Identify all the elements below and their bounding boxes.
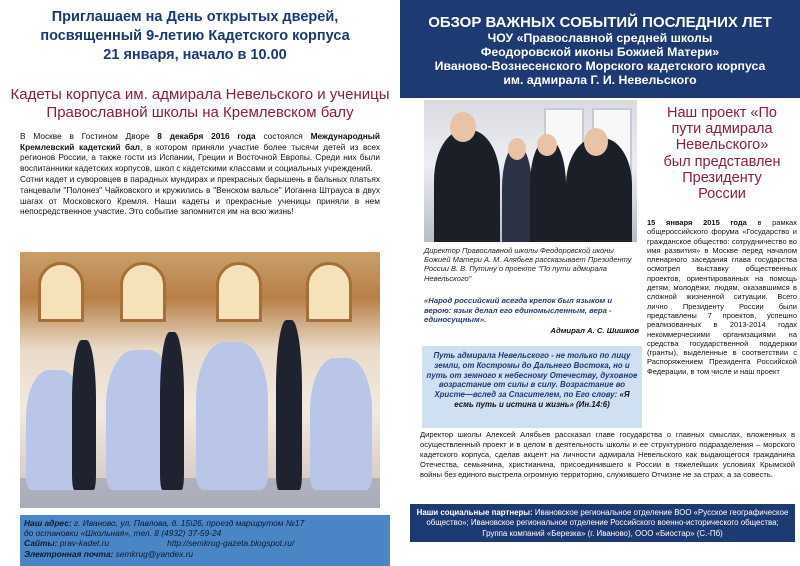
social-partners-box: [410, 504, 795, 542]
shishkov-quote-author: Адмирал А. С. Шишков: [550, 325, 639, 335]
partners-label: Наши социальные партнеры:: [416, 508, 533, 517]
project-title: [648, 105, 796, 202]
person-face: [508, 138, 526, 160]
right-page: [400, 0, 800, 566]
ball-p1-part-c: , в котором приняли участие более тысячи детей из всех регионов России, а также гости из Испании, Греции и Восточной Европы. Среди них были воспитанники кадетских корпусов, школ с кадетскими классами и социальных учреждений.: [20, 141, 380, 173]
overview-title: ОБЗОР ВАЖНЫХ СОБЫТИЙ ПОСЛЕДНИХ ЛЕТ: [428, 14, 772, 31]
overview-header: [400, 0, 800, 98]
contacts-box: [20, 515, 390, 566]
path-quote-scripture: «Я есмь путь и истина и жизнь»: [454, 390, 630, 409]
path-quote-reference: (Ин.14:6): [573, 399, 610, 409]
open-day-invitation: [0, 8, 390, 78]
person-silhouette: [434, 130, 500, 242]
hall-window: [38, 262, 84, 322]
site-link-2[interactable]: http://semkrug-gazeta.blogspot.ru/: [167, 538, 295, 549]
ball-title-line-1: Кадеты корпуса им. адмирала Невельского и ученицы: [10, 86, 390, 103]
ball-photo: [20, 252, 380, 508]
invitation-line-1: Приглашаем на День открытых дверей,: [51, 9, 339, 25]
address-label: Наш адрес:: [24, 518, 72, 528]
school-name-line-1: ЧОУ «Православной средней школы: [487, 31, 713, 45]
hall-window: [216, 262, 262, 322]
president-meeting-photo: [424, 100, 637, 242]
person-silhouette: [502, 146, 532, 242]
dancer-in-gown: [310, 358, 372, 490]
ball-event-name: Международный Кремлевский кадетский бал: [20, 131, 380, 152]
partners-list: Ивановское региональное отделение ВОО «Русское географическое общество»; Ивановское региональное отделение Российского военно-исторического общества; Группа компаний «Березка» (г. Иваново), ООО «Биостар» (С.-Пб): [426, 508, 789, 538]
address-line-2: до остановки «Школьная», тел. 8 (4932) 37-59-24: [24, 528, 222, 539]
person-face: [450, 112, 476, 142]
project-title-line-6: России: [698, 186, 746, 203]
ball-date: 8 декабря 2016 года: [157, 131, 256, 141]
photo-caption: Директор Православной школы Феодоровской иконы Божией Матери А. М. Алябьев рассказывает Президенту России В. В. Путину о проекте "По пути адмирала Невельского": [424, 246, 632, 283]
project-title-line-3: Невельского»: [675, 137, 769, 154]
site-link-1[interactable]: prav-kadet.ru: [57, 538, 110, 549]
invitation-line-3: 21 января, начало в 10.00: [103, 47, 287, 63]
cadet-in-uniform: [72, 340, 96, 490]
person-face: [584, 128, 608, 156]
corps-name-line-1: Иваново-Вознесенского Морского кадетского корпуса: [434, 59, 766, 73]
project-article-body: [647, 218, 797, 376]
ball-article-title: [10, 86, 390, 122]
hall-window: [120, 262, 166, 322]
invitation-line-2: посвященный 9-летию Кадетского корпуса: [40, 28, 350, 44]
dancer-in-gown: [196, 342, 268, 490]
school-name-line-2: Феодоровской иконы Божией Матери»: [480, 45, 720, 59]
email-line: [24, 549, 386, 559]
project-date: 15 января 2015 года: [647, 218, 747, 227]
project-title-line-4: был представлен: [663, 153, 781, 170]
ball-title-line-2: Православной школы на Кремлевском балу: [46, 104, 354, 121]
project-title-line-5: Президенту: [682, 169, 762, 186]
person-face: [537, 134, 557, 156]
ball-p1-part-b: состоялся: [255, 131, 311, 141]
hall-window: [306, 262, 352, 322]
cadet-in-uniform: [276, 320, 302, 490]
ball-p1-part-a: В Москве в Гостином Дворе: [20, 131, 158, 141]
email-link[interactable]: semkrug@yandex.ru: [113, 548, 194, 559]
shishkov-quote: [424, 296, 639, 335]
email-label: Электронная почта:: [24, 548, 114, 559]
sites-label: Сайты:: [24, 538, 58, 549]
ball-paragraph-1: [20, 131, 380, 173]
project-title-line-2: пути адмирала: [671, 121, 773, 138]
project-text: в рамках общероссийского форума «Государство и гражданское общество: сотрудничество во имя развития» в Москве перед началом пленарного заседания глава государства осмотрел выставку общественных проектов, ориентированных на помощь детям, молодёжи, людям, оказавшимся в сложной жизненной ситуации. Всего лично Президенту России были представлены 7 проектов, успешно реализованных в 2013-2014 годах некоммерческими организациями на средства государственной поддержки (гранты), выделенные в соответствии с Распоряжением Президента Российской Федерации, в том числе и наш проект: [647, 218, 797, 376]
address-value: г. Иваново, ул. Павлова, д. 15\26, проезд маршрутом №17: [71, 518, 305, 528]
path-quote-text: Путь адмирала Невельского - не только по лицу земли, от Костромы до Дальнего Востока, но и путь от земного к небесному Отечеству, духовное возрастание от силы в силу. Возрастание во Христе—вслед за Спасителем, по Его слову:: [426, 351, 638, 400]
ball-article-body: [20, 131, 380, 218]
project-title-line-1: Наш проект «По: [667, 105, 777, 121]
cadet-in-uniform: [160, 332, 184, 490]
director-paragraph: Директор школы Алексей Алябьев рассказал главе государства о главных смыслах, вложенных в осуществленный проект и в целом в деятельность школы и ее структурного подразделения – морского кадетского корпуса, сделав акцент на личности адмирала Невельского как выдающегося гражданина Отечества, семьянина, христианина, присоединившего к России в тяжелейших условиях Крымской войны без единого выстрела огромную территорию, служившего Отчизне не за страх, а за совесть.: [420, 430, 795, 479]
address-line: [24, 518, 386, 528]
ball-paragraph-2: Сотни кадет и суворовцев в парадных мундирах и прекрасных барышень в бальных платьях танцевали "Полонез" Чайковского и кружились в "Венском вальсе" Иоганна Штрауса в двух шагах от Московского Кремля. Наши кадеты и прекрасные ученицы приняли в нем непосредственное участие. Это событие запомнится им на всю жизнь!: [20, 174, 380, 217]
nevelskoy-path-quote: [422, 346, 642, 428]
sites-line: [24, 538, 386, 548]
corps-name-line-2: им. адмирала Г. И. Невельского: [503, 73, 697, 87]
shishkov-quote-text: «Народ российский всегда крепок был языком и верою: язык делал его единомысленным, вера - единосущным».: [424, 296, 613, 325]
